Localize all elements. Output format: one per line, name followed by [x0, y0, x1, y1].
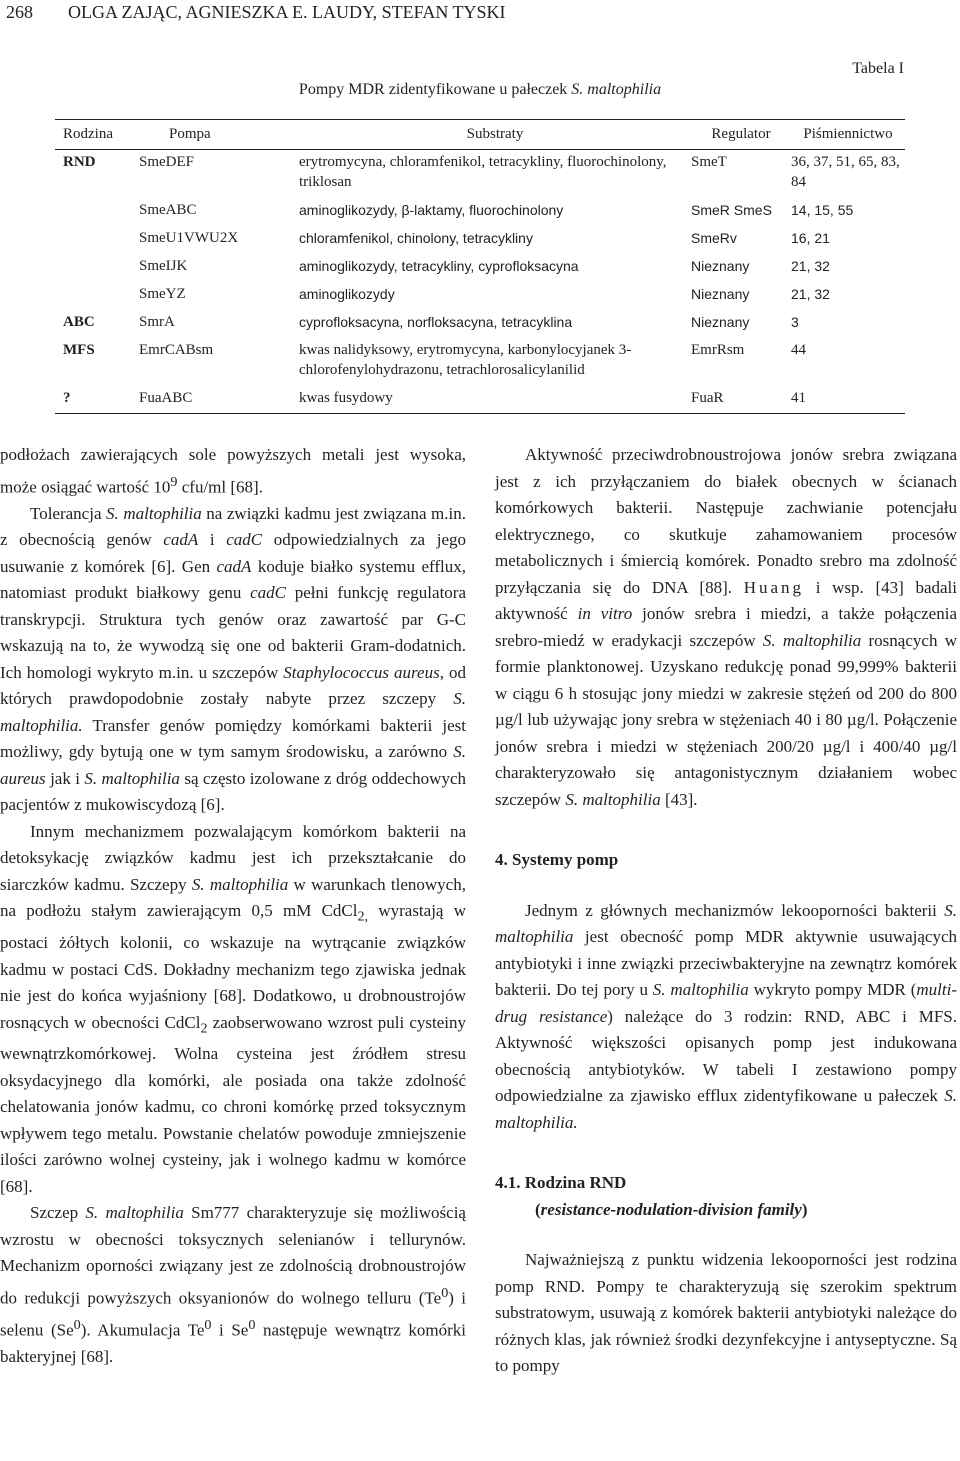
table-row: SmeIJK aminoglikozydy, tetracykliny, cyprofloksacyna Nieznany 21, 32 [139, 258, 830, 274]
left-paragraph-2: Tolerancja S. maltophilia na związki kadmu jest związana m.in. z obecnością genów cadA i cadC odpowiedzialnych za jego usuwanie z komórek [6]. Gen cadA koduje białko systemu efflux, natomiast produkt białkowy genu cadC pełni funkcję regulatora transkrypcji. Struktura tych genów oraz zawartość par G-C wskazują na to, że wywodzą się one od bakterii Gram-dodatnich. Ich homologi wykryto m.in. u szczepów Staphylococcus aureus, od których prawdopodobnie zostały nabyte przez szczepy S. maltophilia. Transfer genów pomiędzy komórkami bakterii jest możliwy, gdy bytują one w tym samym środowisku, a zarówno S. aureus jak i S. maltophilia są często izolowane z dróg oddechowych pacjentów z mukowiscydozą [6]. [0, 503, 467, 815]
col-header-substrates: Substraty [466, 125, 524, 142]
authors: OLGA ZAJĄC, AGNIESZKA E. LAUDY, STEFAN TYSKI [68, 2, 506, 22]
right-paragraph-2: Jednym z głównych mechanizmów lekooporności bakterii S. maltophilia jest obecność pomp MDR aktywnie usuwających antybiotyki i inne związki przeciwbakteryjne na zewnątrz komórek bakterii. Do tej pory u S. maltophilia wykryto pompy MDR (multi-drug resistance) należące do 3 rodzin: RND, ABC i MFS. Aktywność większości opisanych pomp jest indukowana obecnością antybiotyków. W tabeli I zestawiono pompy odpowiedzialne za zjawisko efflux zidentyfikowane u pałeczek S. maltophilia. [495, 900, 957, 1132]
right-column [495, 442, 957, 1380]
table-row: SmeABC aminoglikozydy, β-laktamy, fluorochinolony SmeR SmeS 14, 15, 55 [139, 202, 854, 218]
table-row: ? FuaABC kwas fusydowy FuaR 41 [63, 390, 806, 406]
right-paragraph-3: Najważniejszą z punktu widzenia lekooporności jest rodzina pomp RND. Pompy te charakteryzują się szerokim spektrum substratowym, usuwają z komórek bakterii antybiotyki należące do różnych klas, jak również środki dezynfekcyjne i antyseptyczne. Są to pompy [495, 1250, 957, 1375]
running-header [6, 2, 506, 23]
table-bottom-rule [55, 413, 905, 414]
col-header-regulator: Regulator [711, 125, 771, 142]
left-column [0, 442, 466, 1371]
col-header-references: Piśmiennictwo [803, 125, 893, 142]
left-paragraph-3: Innym mechanizmem pozwalającym komórkom bakterii na detoksykację związków kadmu jest ich przekształcanie do siarczków kadmu. Szczepy S. maltophilia w warunkach tlenowych, na podłożu stałym zawierającym 0,5 mM CdCl$_{2,}$ wyrastają w postaci żółtych kolonii, co wskazuje na wytrącanie związków kadmu w postaci CdS. Dokładny mechanizm tego zjawiska jednak nie jest do końca wyjaśniony [68]. Dodatkowo, u drobnoustrojów rosnących w obecności CdCl$_2$ zaobserwowano wzrost puli cysteiny wewnątrzkomórkowej. Wolna cysteina jest źródłem stresu oksydacyjnego dla komórki, ale posiada ona także zdolność chelatowania jonów kadmu, co chroni komórkę przed toksycznym wpływem tego metalu. Powstanie chelatów powoduje zmniejszenie ilości zarówno wolnej cysteiny, jak i wolnego kadmu w komórce [68]. [0, 821, 466, 1196]
section-heading-4: 4. Systemy pomp [495, 850, 619, 869]
table-row: ABC SmrA cyprofloksacyna, norfloksacyna, tetracyklina Nieznany 3 [63, 314, 799, 330]
table-header-row [55, 122, 905, 146]
section-heading-4-1: 4.1. Rodzina RND (resistance-nodulation-division family) [495, 1173, 808, 1219]
mdr-pumps-table [55, 122, 905, 410]
right-paragraph-1: Aktywność przeciwdrobnoustrojowa jonów srebra związana jest z ich przyłączaniem do białek obecnych w ścianach komórkowych bakterii. Następuje zachwianie potencjału elektrycznego, co skutkuje zahamowaniem procesów metabolicznych i śmiercią komórek. Ponadto srebro ma zdolność przyłączania się do DNA [88]. Huang i wsp. [43] badali aktywność in vitro jonów srebra i miedzi, a także połączenia srebro-miedź w eradykacji szczepów S. maltophilia rosnących w formie planktonowej. Uzyskano redukcję ponad 99,999% bakterii w ciągu 6 h stosując jony miedzi w zakresie stężeń od 200 do 800 µg/l lub używając jony srebra w stężeniach 40 i 80 µg/l. Połączenie jonów srebra i miedzi w stężeniach 200/20 µg/l i 400/40 µg/l charakteryzowało się antagonistycznym działaniem wobec szczepów S. maltophilia [43]. [495, 445, 957, 809]
table-caption: Pompy MDR zidentyfikowane u pałeczek S. maltophilia [298, 81, 662, 98]
col-header-pump: Pompa [169, 125, 211, 142]
table-row: RND SmeDEF erytromycyna, chloramfenikol, tetracykliny, fluorochinolony, triklosan SmeT 36, 37, 51, 65, 83, 84 [63, 154, 900, 190]
left-paragraph-1: podłożach zawierających sole powyższych metali jest wysoka, może osiągać wartość $10^9$ cfu/ml [68]. [0, 445, 466, 497]
table-row: SmeU1VWU2X chloramfenikol, chinolony, tetracykliny SmeRv 16, 21 [139, 230, 830, 246]
table-row: SmeYZ aminoglikozydy Nieznany 21, 32 [139, 286, 830, 302]
table-row: MFS EmrCABsm kwas nalidyksowy, erytromycyna, karbonylocyjanek 3-chlorofenylohydrazonu, tetrachlorosalicylanilid EmrRsm 44 [63, 342, 806, 378]
table-label: Tabela I [852, 60, 904, 77]
left-paragraph-4: Szczep S. maltophilia Sm777 charakteryzuje się możliwością wzrostu w obecności toksycznych selenianów i tellurynów. Mechanizm oporności związany jest ze zdolnością drobnoustrojów do redukcji powyższych oksyanionów do wolnego telluru (Te$^0$) i selenu (Se$^0$). Akumulacja Te$^0$ i Se$^0$ następuje wewnątrz komórki bakteryjnej [68]. [0, 1203, 467, 1367]
table-top-rule [55, 119, 905, 120]
col-header-family: Rodzina [63, 125, 113, 142]
page-number: 268 [6, 2, 33, 22]
